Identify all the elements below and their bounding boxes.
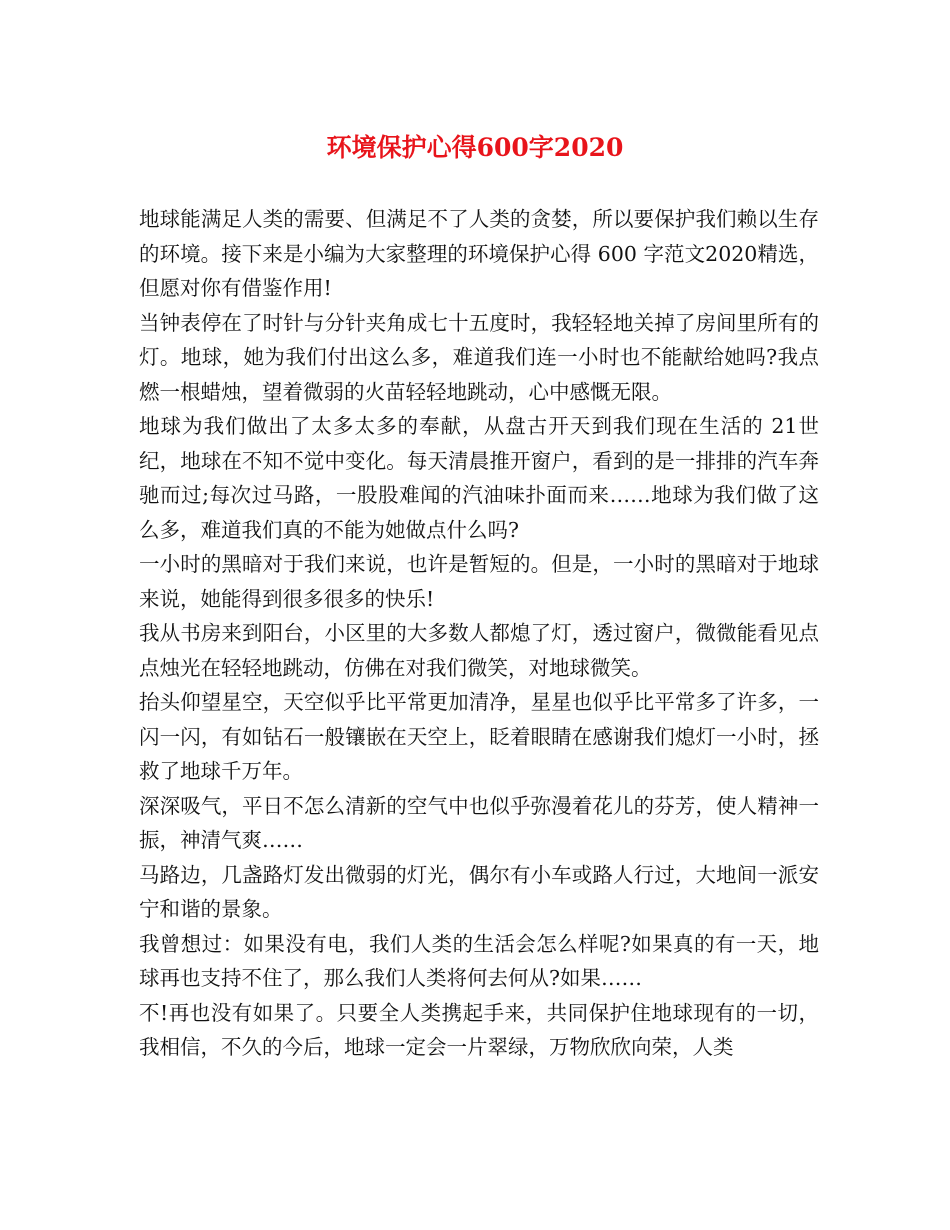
paragraph-fresh-air: 深深吸气，平日不怎么清新的空气中也似乎弥漫着花儿的芬芳，使人精神一振，神清气爽…… xyxy=(139,793,819,852)
paragraph-no-more-if: 不!再也没有如果了。只要全人类携起手来，共同保护住地球现有的一切，我相信，不久的今后，地球一定会一片翠绿，万物欣欣向荣，人类 xyxy=(139,1000,819,1059)
paragraph-intro: 地球能满足人类的需要、但满足不了人类的贪婪，所以要保护我们赖以生存的环境。接下来是小编为大家整理的环境保护心得 600 字范文2020精选，但愿对你有借鉴作用! xyxy=(139,207,819,300)
paragraph-clock-lights: 当钟表停在了时针与分针夹角成七十五度时，我轻轻地关掉了房间里所有的灯。地球，她为我们付出这么多，难道我们连一小时也不能献给她吗?我点燃一根蜡烛，望着微弱的火苗轻轻地跳动，心中感慨无限。 xyxy=(139,310,819,404)
paragraph-earth-contribution: 地球为我们做出了太多太多的奉献，从盘古开天到我们现在生活的 21世纪，地球在不知不觉中变化。每天清晨推开窗户，看到的是一排排的汽车奔驰而过;每次过马路，一股股难闻的汽油味扑面而来……地球为我们做了这么多，难道我们真的不能为她做点什么吗? xyxy=(139,414,819,542)
paragraph-street-lamps: 马路边，几盏路灯发出微弱的灯光，偶尔有小车或路人行过，大地间一派安宁和谐的景象。 xyxy=(139,862,819,921)
paragraph-hour-of-darkness: 一小时的黑暗对于我们来说，也许是暂短的。但是，一小时的黑暗对于地球来说，她能得到很多很多的快乐! xyxy=(139,552,819,611)
document-title: 环境保护心得600字2020 xyxy=(326,133,624,162)
paragraph-no-electricity: 我曾想过：如果没有电，我们人类的生活会怎么样呢?如果真的有一天，地球再也支持不住了，那么我们人类将何去何从?如果…… xyxy=(139,931,819,990)
paragraph-balcony: 我从书房来到阳台，小区里的大多数人都熄了灯，透过窗户，微微能看见点点烛光在轻轻地跳动，仿佛在对我们微笑，对地球微笑。 xyxy=(139,621,819,680)
document-body xyxy=(139,202,819,1065)
paragraph-starry-sky: 抬头仰望星空，天空似乎比平常更加清净，星星也似乎比平常多了许多，一闪一闪，有如钻石一般镶嵌在天空上，眨着眼睛在感谢我们熄灯一小时，拯救了地球千万年。 xyxy=(139,690,819,783)
